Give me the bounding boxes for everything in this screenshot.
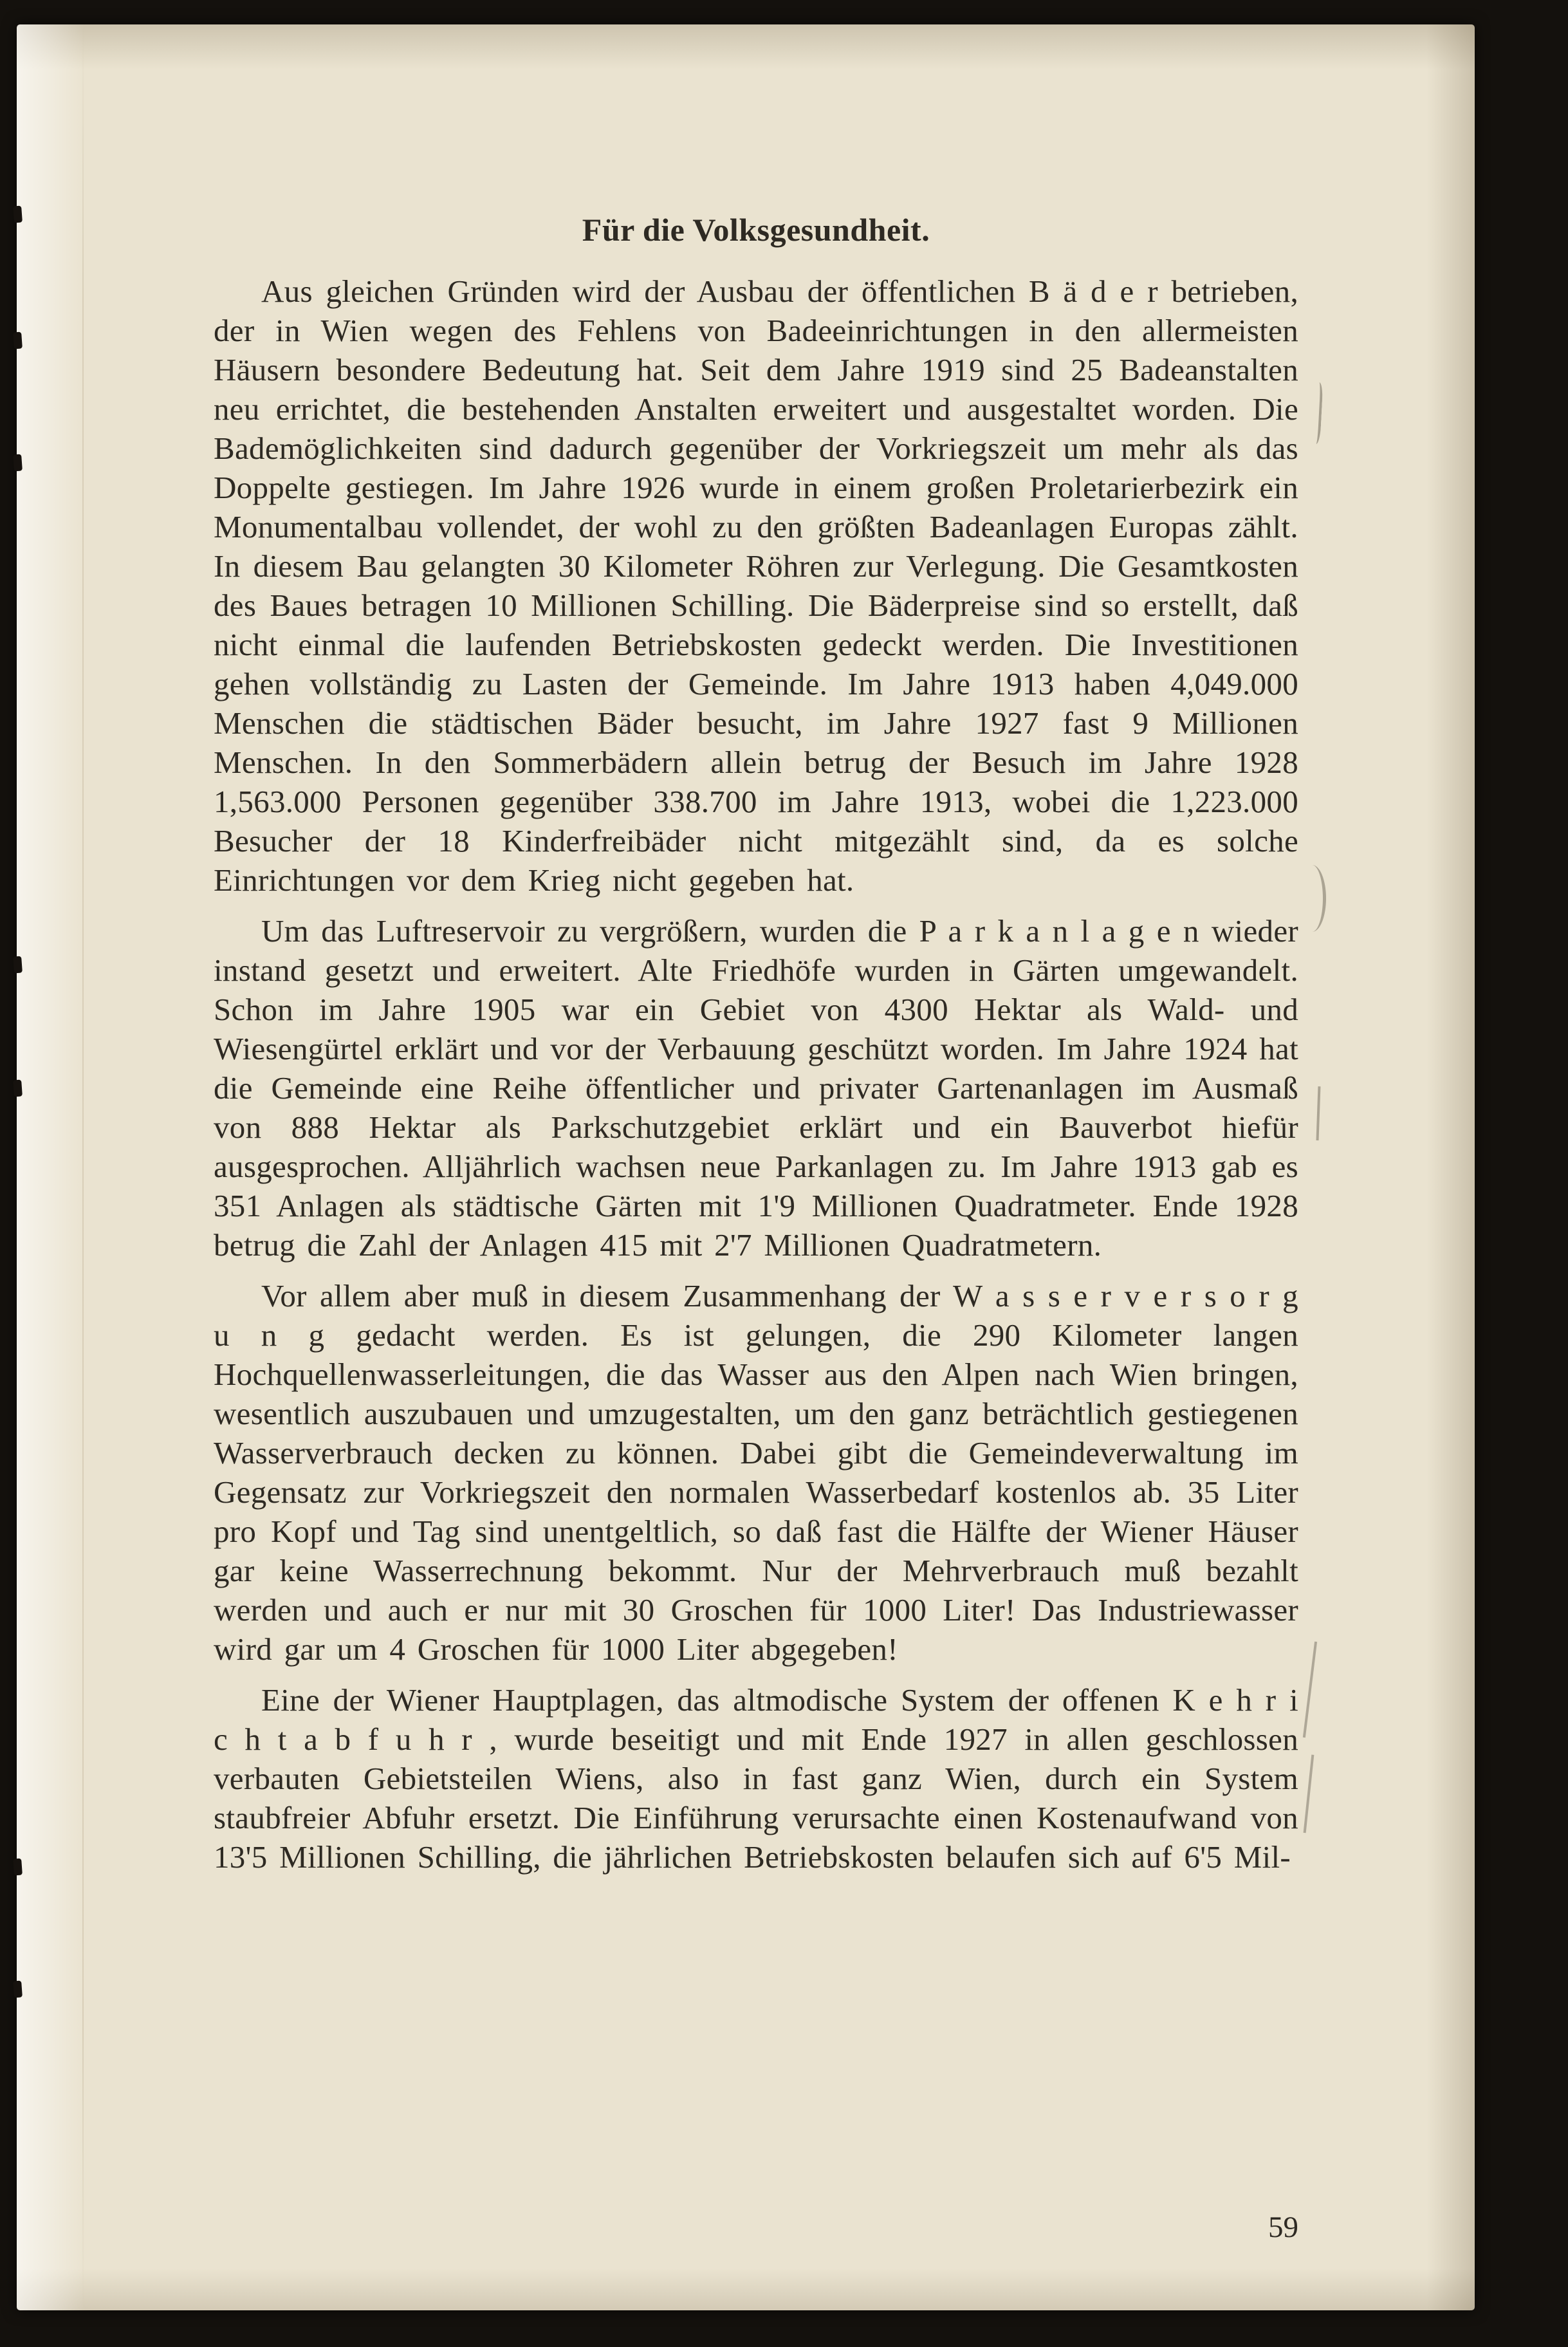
paragraph-baths: Aus gleichen Gründen wird der Ausbau der öffentlichen B ä d e r betrieben, der in Wien wegen des Fehlens von Badeeinrichtungen in den allermeisten Häusern besondere Bedeutung hat. Seit dem Jahre 1919 sind 25 Badeanstalten neu errichtet, die bestehenden Anstalten erweitert und ausgestaltet worden. Die Bademöglichkeiten sind dadurch gegenüber der Vorkriegszeit um mehr als das Doppelte gestiegen. Im Jahre 1926 wurde in einem großen Proletarierbezirk ein Monumentalbau vollendet, der wohl zu den größten Badeanlagen Europas zählt. In diesem Bau gelangten 30 Kilometer Röhren zur Verlegung. Die Gesamtkosten des Baues betragen 10 Millionen Schilling. Die Bäderpreise sind so erstellt, daß nicht einmal die laufenden Betriebskosten gedeckt werden. Die Investitionen gehen vollständig zu Lasten der Gemeinde. Im Jahre 1913 haben 4,049.000 Menschen die städtischen Bäder besucht, im Jahre 1927 fast 9 Millionen Menschen. In den Sommerbädern allein betrug der Besuch im Jahre 1928 1,563.000 Personen gegenüber 338.700 im Jahre 1913, wobei die 1,223.000 Besucher der 18 Kinderfreibäder nicht mitgezählt sind, da es solche Einrichtungen vor dem Krieg nicht gegeben hat. bbox=[214, 274, 1298, 898]
binding-stitch-mark bbox=[13, 1981, 23, 1998]
page-number: 59 bbox=[1268, 2211, 1298, 2244]
margin-pencil-mark bbox=[1298, 1641, 1317, 1738]
margin-pencil-mark bbox=[1312, 1086, 1321, 1140]
binding-stitch-mark bbox=[13, 332, 23, 349]
margin-pencil-mark bbox=[1309, 865, 1326, 932]
margin-pencil-mark bbox=[1312, 382, 1323, 444]
margin-pencil-mark bbox=[1298, 1754, 1314, 1833]
binding-stitch-mark bbox=[13, 1080, 23, 1097]
page-content bbox=[214, 211, 1298, 1888]
binding-stitch-mark bbox=[13, 206, 23, 223]
book-page bbox=[17, 24, 1475, 2310]
binding-stitch-mark bbox=[13, 956, 23, 974]
page-fold-line bbox=[82, 24, 84, 2310]
page-title: Für die Volksgesundheit. bbox=[582, 212, 930, 248]
paragraph-parks: Um das Luftreservoir zu vergrößern, wurden die P a r k a n l a g e n wieder instand gesetzt und erweitert. Alte Friedhöfe wurden in Gärten umgewandelt. Schon im Jahre 1905 war ein Gebiet von 4300 Hektar als Wald- und Wiesengürtel erklärt und vor der Verbauung geschützt worden. Im Jahre 1924 hat die Gemeinde eine Reihe öffentlicher und privater Gartenanlagen im Ausmaß von 888 Hektar als Parkschutzgebiet erklärt und ein Bauverbot hiefür ausgesprochen. Alljährlich wachsen neue Parkanlagen zu. Im Jahre 1913 gab es 351 Anlagen als städtische Gärten mit 1'9 Millionen Quadratmeter. Ende 1928 betrug die Zahl der Anlagen 415 mit 2'7 Millionen Quadratmetern. bbox=[214, 913, 1298, 1263]
binding-stitch-mark bbox=[13, 454, 23, 472]
paragraph-water-supply: Vor allem aber muß in diesem Zusammenhang der W a s s e r v e r s o r g u n g gedacht werden. Es ist gelungen, die 290 Kilometer langen Hochquellenwasserleitungen, die das Wasser aus den Alpen nach Wien bringen, wesentlich auszubauen und umzugestalten, um den ganz beträchtlich gestiegenen Wasserverbrauch decken zu können. Dabei gibt die Gemeindeverwaltung im Gegensatz zur Vorkriegszeit den normalen Wasserbedarf kostenlos ab. 35 Liter pro Kopf und Tag sind unentgeltlich, so daß fast die Hälfte der Wiener Häuser gar keine Wasserrechnung bekommt. Nur der Mehrverbrauch muß bezahlt werden und auch er nur mit 30 Groschen für 1000 Liter! Das Industriewasser wird gar um 4 Groschen für 1000 Liter abgegeben! bbox=[214, 1278, 1298, 1667]
paragraph-waste-collection: Eine der Wiener Hauptplagen, das altmodische System der offenen K e h r i c h t a b f u h r , wurde beseitigt und mit Ende 1927 in allen geschlossen verbauten Gebietsteilen Wiens, also in fast ganz Wien, durch ein System staubfreier Abfuhr ersetzt. Die Einführung verursachte einen Kostenaufwand von 13'5 Millionen Schilling, die jährlichen Betriebskosten belaufen sich auf 6'5 Mil- bbox=[214, 1682, 1298, 1875]
binding-stitch-mark bbox=[13, 1859, 23, 1876]
